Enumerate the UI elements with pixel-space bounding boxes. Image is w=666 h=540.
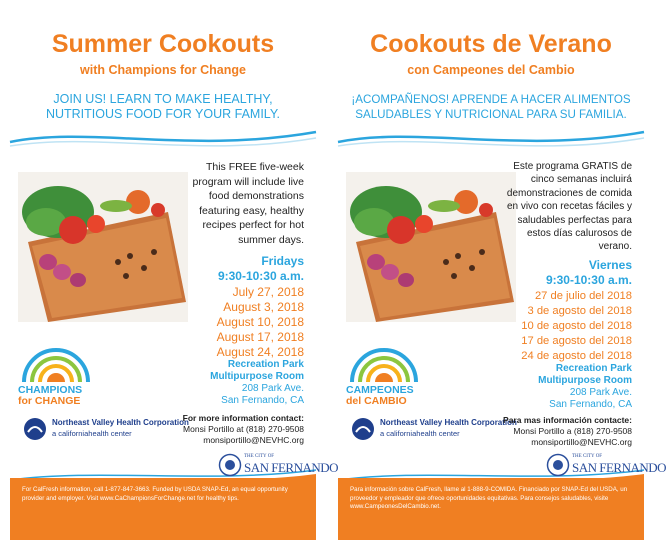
venue-line: Multipurpose Room — [538, 375, 632, 386]
city-label: THE CITY OF — [572, 454, 603, 459]
address-line: 208 Park Ave. — [569, 387, 632, 398]
nevhc-mark-icon — [22, 416, 48, 442]
flyer-subtitle: con Campeones del Cambio — [407, 63, 575, 77]
footer-banner — [10, 478, 316, 540]
venue-line: Recreation Park — [555, 363, 632, 374]
contact-heading: Para mas información contacte: — [503, 415, 632, 425]
date-list — [521, 289, 632, 364]
contact-line: monsiportillo@NEVHC.org — [203, 435, 304, 445]
san-fernando-logo — [218, 450, 339, 480]
champions-logo-text — [18, 385, 82, 407]
intro-text — [10, 92, 316, 122]
blue-wave-divider — [338, 124, 644, 152]
address-line: 208 Park Ave. — [241, 383, 304, 394]
venue-address — [221, 383, 304, 407]
description-line: featuring easy, healthy — [199, 204, 304, 217]
contact-line: Monsi Portillo a (818) 270-9508 — [513, 426, 632, 436]
venue-address — [549, 387, 632, 411]
intro-line: SALUDABLES Y NUTRICIONAL PARA SU FAMILIA. — [355, 108, 627, 121]
contact-line: monsiportillo@NEVHC.org — [531, 437, 632, 447]
schedule-time: 9:30-10:30 a.m. — [217, 269, 304, 283]
date-item: 27 de julio del 2018 — [534, 290, 632, 302]
description-line: Este programa GRATIS de — [513, 161, 632, 172]
intro-line: JOIN US! LEARN TO MAKE HEALTHY, — [53, 92, 273, 106]
san-fernando-logo — [546, 450, 666, 480]
description-line: saludables perfectas para — [517, 214, 632, 226]
date-list — [217, 285, 304, 360]
address-line: San Fernando, CA — [549, 399, 632, 410]
schedule-day: Viernes — [588, 258, 632, 272]
city-label: THE CITY OF — [244, 454, 275, 459]
san-fernando-seal — [218, 453, 242, 477]
program-description — [186, 160, 304, 247]
org-subtitle: a californiahealth center — [52, 429, 132, 438]
champions-logo-text — [346, 385, 414, 407]
description-line: recipes perfect for hot — [202, 219, 304, 231]
city-name: SAN FERNANDO — [572, 460, 666, 475]
date-item: 3 de agosto del 2018 — [527, 305, 632, 317]
date-item: August 3, 2018 — [223, 300, 304, 314]
description-line: summer days. — [238, 233, 304, 246]
description-line: food demonstrations — [208, 190, 304, 202]
english-flyer — [10, 0, 339, 540]
flyer-subtitle: with Champions for Change — [80, 63, 246, 77]
description-line: estos días calurosos de — [526, 228, 632, 240]
city-name: SAN FERNANDO — [244, 460, 339, 475]
logo-line: CHAMPIONS — [18, 384, 83, 396]
nevhc-logo — [346, 416, 517, 444]
intro-line: ¡ACOMPAÑENOS! APRENDE A HACER ALIMENTOS — [351, 93, 631, 106]
intro-line: NUTRITIOUS FOOD FOR YOUR FAMILY. — [45, 107, 281, 121]
logo-line: CAMPEONES — [346, 384, 414, 396]
description-line: program will include live — [192, 175, 304, 188]
contact-heading: For more information contact: — [182, 413, 304, 423]
date-item: 17 de agosto del 2018 — [521, 335, 632, 347]
date-item: August 10, 2018 — [216, 315, 304, 329]
venue-line: Recreation Park — [227, 359, 304, 370]
flyer-title: Cookouts de Verano — [370, 30, 612, 58]
org-name: Northeast Valley Health Corporation — [52, 418, 189, 427]
description-line: cinco semanas incluirá — [530, 174, 632, 186]
venue-name — [538, 363, 632, 387]
contact-line: Monsi Portillo at (818) 270-9508 — [183, 424, 304, 434]
blue-wave-divider — [10, 124, 316, 152]
nevhc-mark-icon — [350, 416, 376, 442]
flyer-title: Summer Cookouts — [51, 30, 275, 58]
footer-text: For CalFresh information, call 1-877-847-3663. Funded by USDA SNAP-Ed, an equal opportunity provider and employer. Visit www.CaChampionsForChange.net for healthy tips. — [22, 486, 288, 502]
schedule-time: 9:30-10:30 a.m. — [545, 273, 632, 287]
vegetables-photo — [346, 172, 516, 322]
spanish-flyer — [338, 0, 666, 540]
org-subtitle: a californiahealth center — [380, 429, 460, 438]
logo-line: for CHANGE — [18, 395, 81, 407]
footer-text: Para información sobre CalFresh, llame al 1-888-9-COMIDA. Financiado por SNAP-Ed del USDA, un proveedor y empleador que ofrece oportunidades equitativas. Para consejos saludables, visite www.CampeonesDelCambio.net. — [350, 486, 628, 510]
venue-line: Multipurpose Room — [210, 371, 304, 382]
org-name: Northeast Valley Health Corporation — [380, 418, 517, 427]
program-description — [506, 160, 632, 254]
address-line: San Fernando, CA — [221, 395, 304, 406]
contact-info — [183, 413, 304, 446]
contact-info — [503, 415, 632, 448]
vegetables-photo — [18, 172, 188, 322]
date-item: 24 de agosto del 2018 — [521, 350, 632, 362]
description-line: This FREE five-week — [205, 161, 304, 173]
description-line: demonstraciones de comida — [506, 187, 632, 199]
footer-banner — [338, 478, 644, 540]
nevhc-logo — [18, 416, 189, 444]
date-item: August 17, 2018 — [216, 330, 304, 344]
intro-text — [338, 92, 644, 122]
logo-line: del CAMBIO — [346, 395, 407, 407]
venue-name — [210, 359, 304, 383]
schedule-day: Fridays — [261, 254, 304, 268]
schedule-heading — [218, 254, 304, 284]
date-item: 10 de agosto del 2018 — [521, 320, 632, 332]
description-line: verano. — [598, 241, 632, 253]
schedule-heading — [546, 258, 632, 288]
date-item: August 24, 2018 — [216, 345, 304, 359]
description-line: en vivo con recetas fáciles y — [506, 201, 632, 213]
date-item: July 27, 2018 — [232, 285, 304, 299]
san-fernando-seal — [546, 453, 570, 477]
